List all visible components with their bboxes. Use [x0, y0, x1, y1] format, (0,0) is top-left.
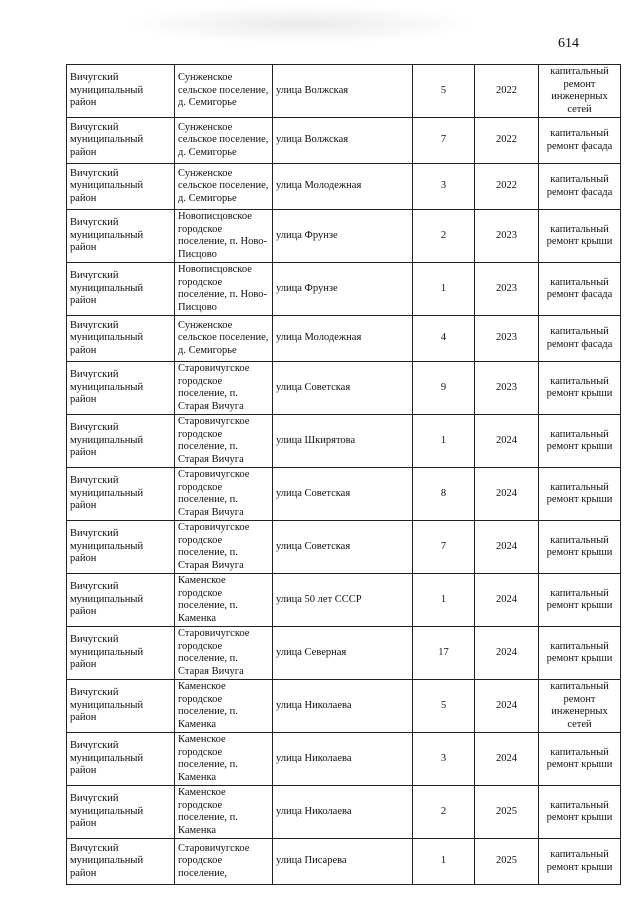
- settlement-cell: Каменское городское поселение, п. Каменка: [175, 733, 273, 786]
- work-type-cell: капитальный ремонт крыши: [539, 627, 621, 680]
- table-row: [67, 839, 621, 885]
- year-cell: 2025: [475, 839, 539, 885]
- street-cell: улица Молодежная: [273, 164, 413, 210]
- table-row: [67, 468, 621, 521]
- settlement-cell: Старовичугское городское поселение, п. Старая Вичуга: [175, 521, 273, 574]
- work-type-cell: капитальный ремонт крыши: [539, 521, 621, 574]
- settlement-cell: Каменское городское поселение, п. Каменка: [175, 574, 273, 627]
- district-cell: Вичугский муниципальный район: [67, 468, 175, 521]
- year-cell: 2023: [475, 316, 539, 362]
- street-cell: улица Волжская: [273, 65, 413, 118]
- street-cell: улица Николаева: [273, 733, 413, 786]
- settlement-cell: Сунженское сельское поселение, д. Семигорье: [175, 316, 273, 362]
- street-cell: улица Фрунзе: [273, 263, 413, 316]
- house-number-cell: 1: [413, 839, 475, 885]
- work-type-cell: капитальный ремонт фасада: [539, 263, 621, 316]
- table-row: [67, 263, 621, 316]
- work-type-cell: капитальный ремонт инженерных сетей: [539, 680, 621, 733]
- table-row: [67, 65, 621, 118]
- settlement-cell: Новописцовское городское поселение, п. Ново-Писцово: [175, 263, 273, 316]
- table-row: [67, 164, 621, 210]
- work-type-cell: капитальный ремонт крыши: [539, 574, 621, 627]
- work-type-cell: капитальный ремонт крыши: [539, 468, 621, 521]
- work-type-cell: капитальный ремонт фасада: [539, 164, 621, 210]
- settlement-cell: Каменское городское поселение, п. Каменка: [175, 680, 273, 733]
- year-cell: 2025: [475, 786, 539, 839]
- district-cell: Вичугский муниципальный район: [67, 839, 175, 885]
- work-type-cell: капитальный ремонт инженерных сетей: [539, 65, 621, 118]
- house-number-cell: 1: [413, 415, 475, 468]
- house-number-cell: 1: [413, 574, 475, 627]
- year-cell: 2024: [475, 574, 539, 627]
- street-cell: улица Советская: [273, 521, 413, 574]
- year-cell: 2024: [475, 627, 539, 680]
- page-number: 614: [558, 36, 579, 51]
- district-cell: Вичугский муниципальный район: [67, 164, 175, 210]
- house-number-cell: 3: [413, 164, 475, 210]
- settlement-cell: Каменское городское поселение, п. Каменка: [175, 786, 273, 839]
- table-row: [67, 680, 621, 733]
- district-cell: Вичугский муниципальный район: [67, 263, 175, 316]
- district-cell: Вичугский муниципальный район: [67, 415, 175, 468]
- district-cell: Вичугский муниципальный район: [67, 362, 175, 415]
- district-cell: Вичугский муниципальный район: [67, 786, 175, 839]
- work-type-cell: капитальный ремонт крыши: [539, 210, 621, 263]
- settlement-cell: Старовичугское городское поселение,: [175, 839, 273, 885]
- table-row: [67, 316, 621, 362]
- year-cell: 2024: [475, 415, 539, 468]
- street-cell: улица Николаева: [273, 680, 413, 733]
- house-number-cell: 5: [413, 680, 475, 733]
- work-type-cell: капитальный ремонт крыши: [539, 733, 621, 786]
- year-cell: 2022: [475, 164, 539, 210]
- district-cell: Вичугский муниципальный район: [67, 521, 175, 574]
- table-row: [67, 521, 621, 574]
- work-type-cell: капитальный ремонт фасада: [539, 316, 621, 362]
- street-cell: улица Советская: [273, 362, 413, 415]
- table-row: [67, 415, 621, 468]
- settlement-cell: Сунженское сельское поселение, д. Семигорье: [175, 164, 273, 210]
- district-cell: Вичугский муниципальный район: [67, 627, 175, 680]
- street-cell: улица Писарева: [273, 839, 413, 885]
- settlement-cell: Старовичугское городское поселение, п. Старая Вичуга: [175, 468, 273, 521]
- year-cell: 2024: [475, 733, 539, 786]
- house-number-cell: 8: [413, 468, 475, 521]
- street-cell: улица Молодежная: [273, 316, 413, 362]
- work-type-cell: капитальный ремонт крыши: [539, 839, 621, 885]
- repair-schedule-table: [66, 64, 621, 885]
- street-cell: улица Николаева: [273, 786, 413, 839]
- district-cell: Вичугский муниципальный район: [67, 65, 175, 118]
- work-type-cell: капитальный ремонт крыши: [539, 786, 621, 839]
- house-number-cell: 2: [413, 210, 475, 263]
- settlement-cell: Сунженское сельское поселение, д. Семигорье: [175, 65, 273, 118]
- street-cell: улица Фрунзе: [273, 210, 413, 263]
- year-cell: 2024: [475, 468, 539, 521]
- table-row: [67, 210, 621, 263]
- year-cell: 2022: [475, 118, 539, 164]
- table-row: [67, 733, 621, 786]
- settlement-cell: Старовичугское городское поселение, п. Старая Вичуга: [175, 627, 273, 680]
- house-number-cell: 17: [413, 627, 475, 680]
- work-type-cell: капитальный ремонт крыши: [539, 362, 621, 415]
- district-cell: Вичугский муниципальный район: [67, 733, 175, 786]
- district-cell: Вичугский муниципальный район: [67, 210, 175, 263]
- house-number-cell: 4: [413, 316, 475, 362]
- year-cell: 2022: [475, 65, 539, 118]
- house-number-cell: 5: [413, 65, 475, 118]
- settlement-cell: Старовичугское городское поселение, п. Старая Вичуга: [175, 415, 273, 468]
- work-type-cell: капитальный ремонт крыши: [539, 415, 621, 468]
- street-cell: улица 50 лет СССР: [273, 574, 413, 627]
- table-row: [67, 362, 621, 415]
- settlement-cell: Старовичугское городское поселение, п. Старая Вичуга: [175, 362, 273, 415]
- district-cell: Вичугский муниципальный район: [67, 680, 175, 733]
- table-row: [67, 786, 621, 839]
- year-cell: 2023: [475, 362, 539, 415]
- street-cell: улица Волжская: [273, 118, 413, 164]
- house-number-cell: 7: [413, 118, 475, 164]
- street-cell: улица Советская: [273, 468, 413, 521]
- scan-noise: [120, 4, 480, 44]
- house-number-cell: 3: [413, 733, 475, 786]
- year-cell: 2024: [475, 521, 539, 574]
- house-number-cell: 1: [413, 263, 475, 316]
- settlement-cell: Сунженское сельское поселение, д. Семигорье: [175, 118, 273, 164]
- work-type-cell: капитальный ремонт фасада: [539, 118, 621, 164]
- house-number-cell: 9: [413, 362, 475, 415]
- house-number-cell: 7: [413, 521, 475, 574]
- table-row: [67, 574, 621, 627]
- table-body: [67, 65, 621, 885]
- settlement-cell: Новописцовское городское поселение, п. Ново-Писцово: [175, 210, 273, 263]
- year-cell: 2023: [475, 210, 539, 263]
- year-cell: 2023: [475, 263, 539, 316]
- street-cell: улица Шкирятова: [273, 415, 413, 468]
- year-cell: 2024: [475, 680, 539, 733]
- district-cell: Вичугский муниципальный район: [67, 118, 175, 164]
- house-number-cell: 2: [413, 786, 475, 839]
- table-row: [67, 118, 621, 164]
- district-cell: Вичугский муниципальный район: [67, 316, 175, 362]
- table-row: [67, 627, 621, 680]
- street-cell: улица Северная: [273, 627, 413, 680]
- district-cell: Вичугский муниципальный район: [67, 574, 175, 627]
